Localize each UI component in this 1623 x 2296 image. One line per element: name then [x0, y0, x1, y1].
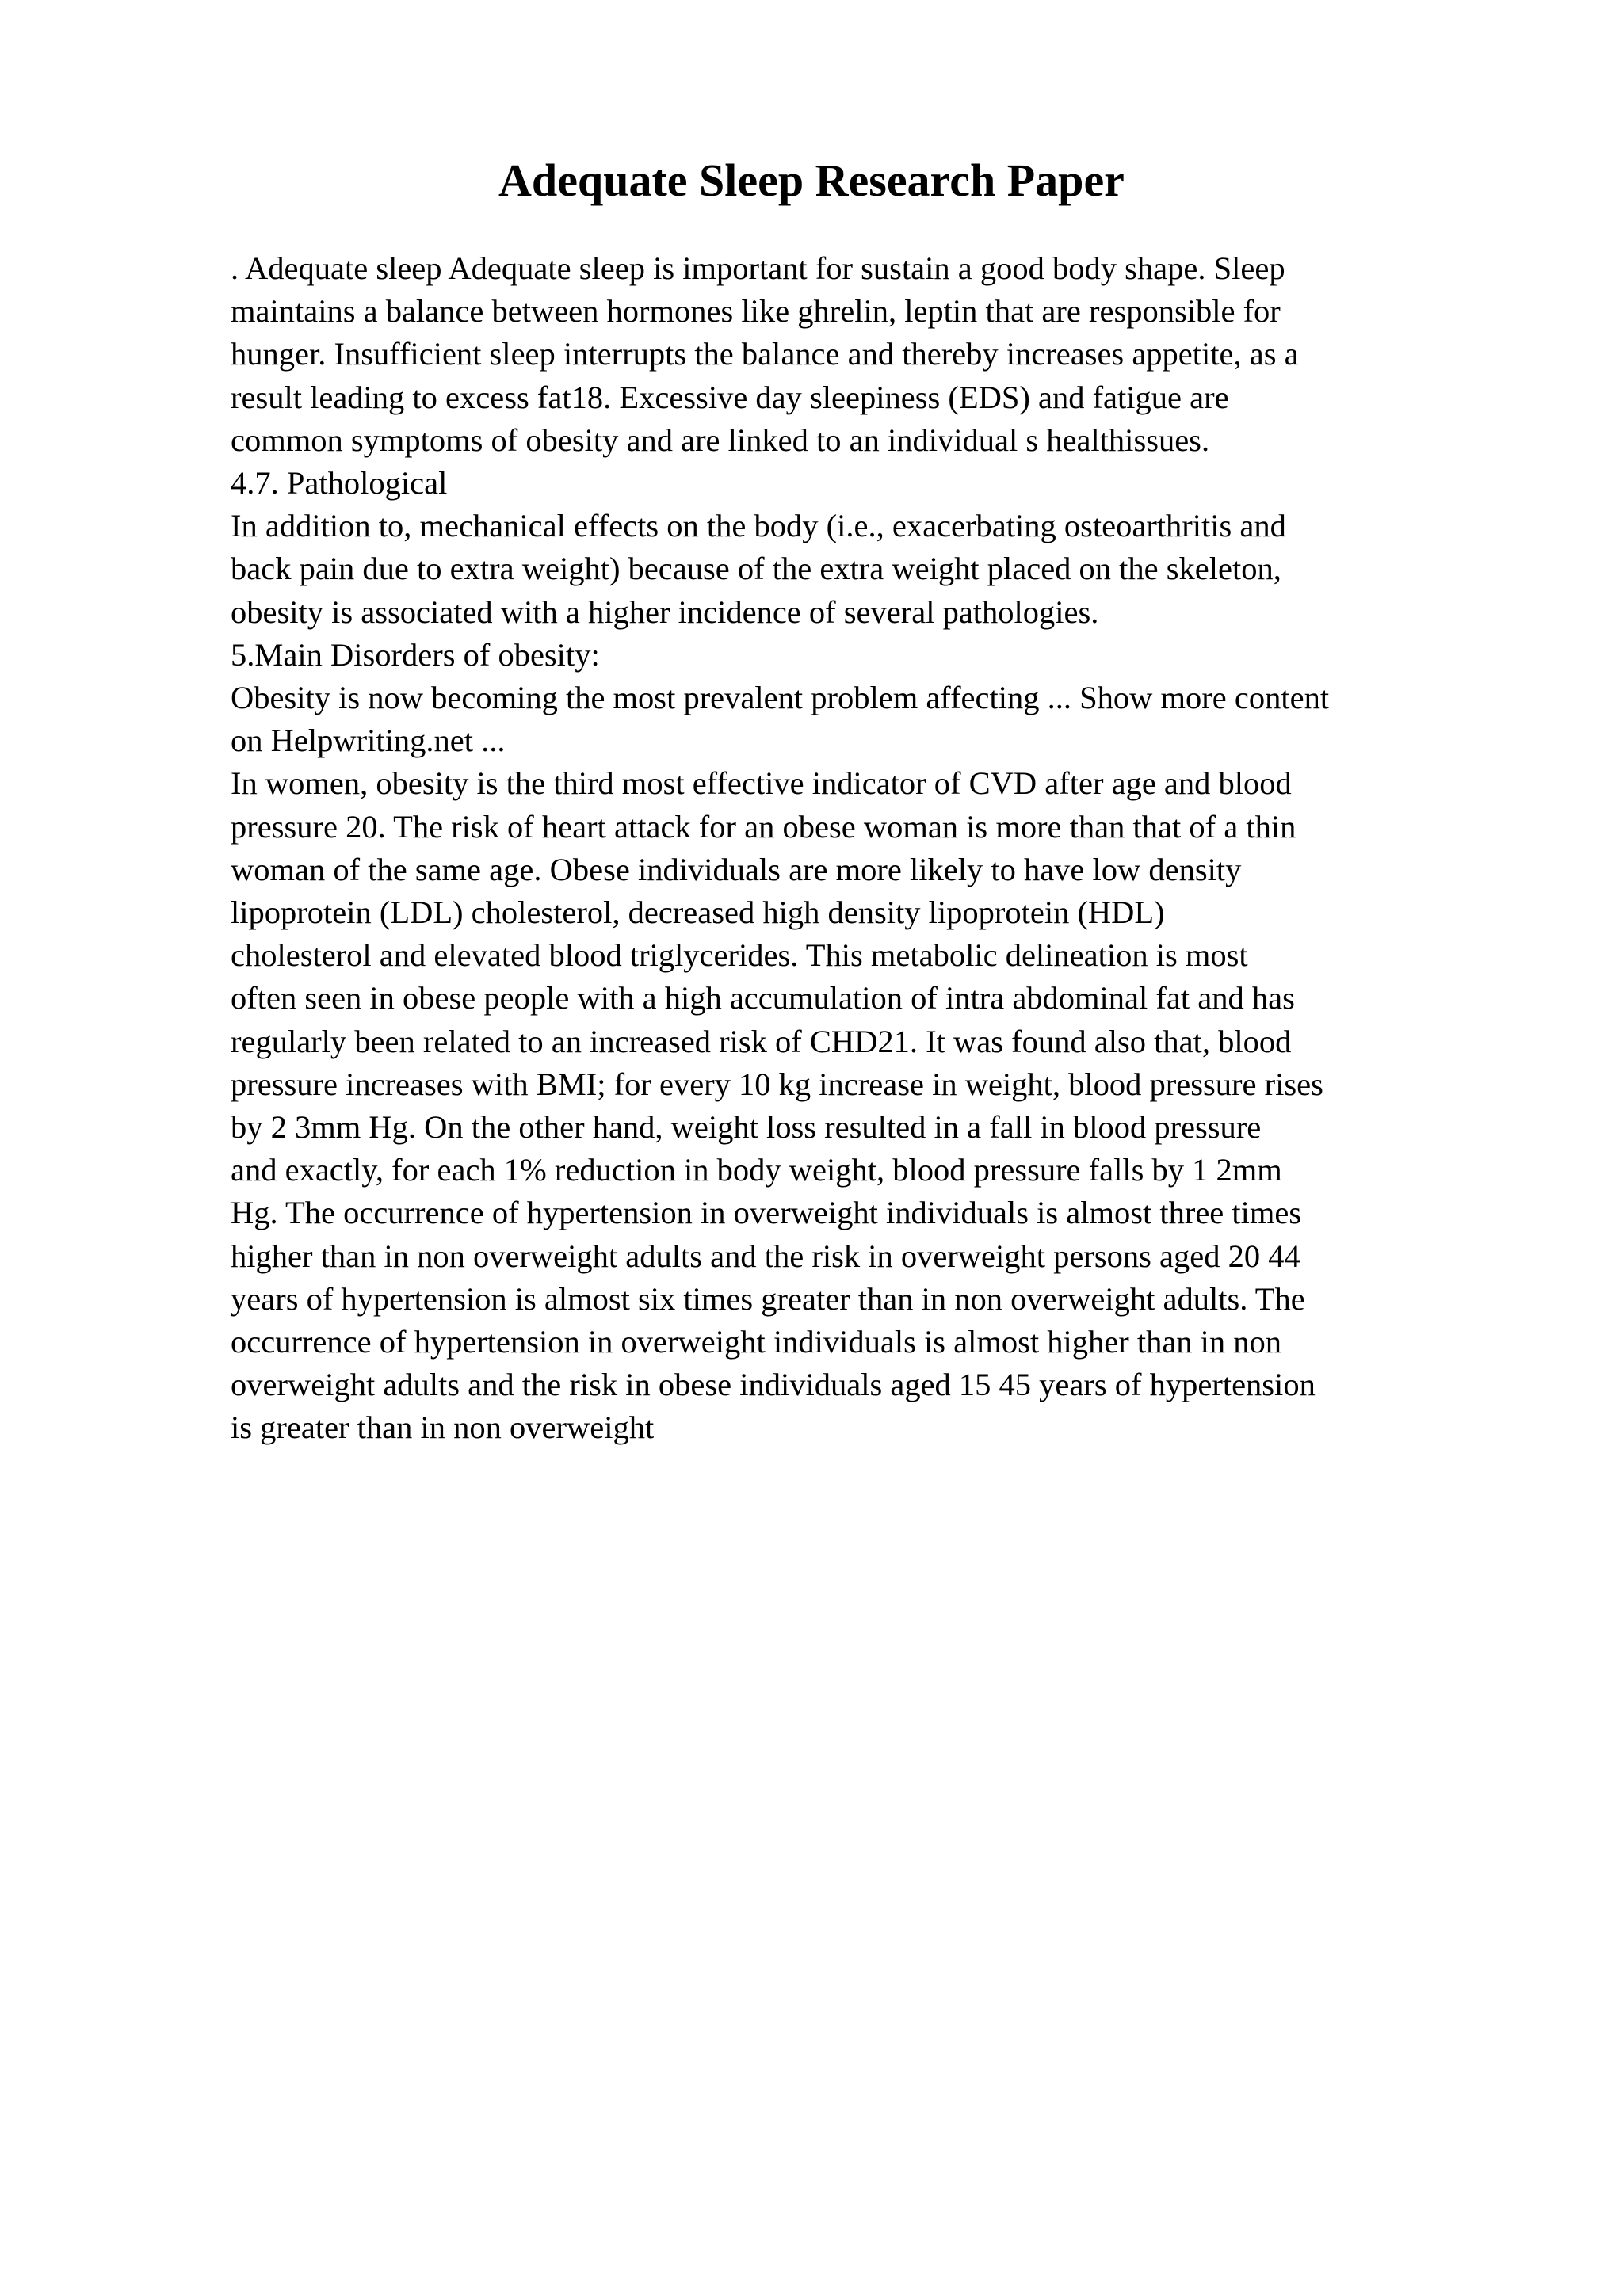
text-line: hunger. Insufficient sleep interrupts the balance and thereby increases appetite, as a: [231, 336, 1299, 372]
text-line: pressure increases with BMI; for every 10 kg increase in weight, blood pressure rises: [231, 1066, 1323, 1102]
text-line: cholesterol and elevated blood triglycerides. This metabolic delineation is most: [231, 937, 1248, 974]
text-line: back pain due to extra weight) because of the extra weight placed on the skeleton,: [231, 551, 1281, 587]
text-line: woman of the same age. Obese individuals are more likely to have low density: [231, 851, 1242, 887]
text-line: by 2 3mm Hg. On the other hand, weight loss resulted in a fall in blood pressure: [231, 1109, 1262, 1146]
text-line: Hg. The occurrence of hypertension in overweight individuals is almost three times: [231, 1195, 1302, 1231]
text-line: lipoprotein (LDL) cholesterol, decreased high density lipoprotein (HDL): [231, 894, 1165, 931]
text-line: occurrence of hypertension in overweight individuals is almost higher than in non: [231, 1324, 1282, 1360]
text-line: overweight adults and the risk in obese individuals aged 15 45 years of hypertension: [231, 1367, 1316, 1403]
text-line: pressure 20. The risk of heart attack for an obese woman is more than that of a thin: [231, 808, 1296, 845]
text-line: In women, obesity is the third most effective indicator of CVD after age and blood: [231, 765, 1292, 802]
text-line: common symptoms of obesity and are linked to an individual s healthissues.: [231, 421, 1210, 458]
text-line: regularly been related to an increased risk of CHD21. It was found also that, blood: [231, 1023, 1292, 1059]
document-body: [231, 247, 1514, 1450]
text-line: Obesity is now becoming the most prevalent problem affecting ... Show more content: [231, 680, 1330, 716]
text-line: In addition to, mechanical effects on the body (i.e., exacerbating osteoarthritis and: [231, 508, 1286, 544]
text-line: . Adequate sleep Adequate sleep is important for sustain a good body shape. Sleep: [231, 250, 1285, 286]
text-line: maintains a balance between hormones like ghrelin, leptin that are responsible for: [231, 293, 1281, 330]
text-line: on Helpwriting.net ...: [231, 723, 506, 759]
section-heading: 4.7. Pathological: [231, 465, 448, 502]
text-line: result leading to excess fat18. Excessive day sleepiness (EDS) and fatigue are: [231, 379, 1229, 415]
text-line: higher than in non overweight adults and the risk in overweight persons aged 20 44: [231, 1238, 1300, 1274]
text-line: and exactly, for each 1% reduction in body weight, blood pressure falls by 1 2mm: [231, 1152, 1282, 1188]
text-line: is greater than in non overweight: [231, 1409, 655, 1446]
text-line: obesity is associated with a higher incidence of several pathologies.: [231, 593, 1099, 630]
text-line: years of hypertension is almost six times greater than in non overweight adults. The: [231, 1280, 1305, 1317]
document-title: Adequate Sleep Research Paper: [498, 154, 1125, 206]
section-heading: 5.Main Disorders of obesity:: [231, 636, 600, 673]
text-line: often seen in obese people with a high accumulation of intra abdominal fat and has: [231, 980, 1295, 1016]
